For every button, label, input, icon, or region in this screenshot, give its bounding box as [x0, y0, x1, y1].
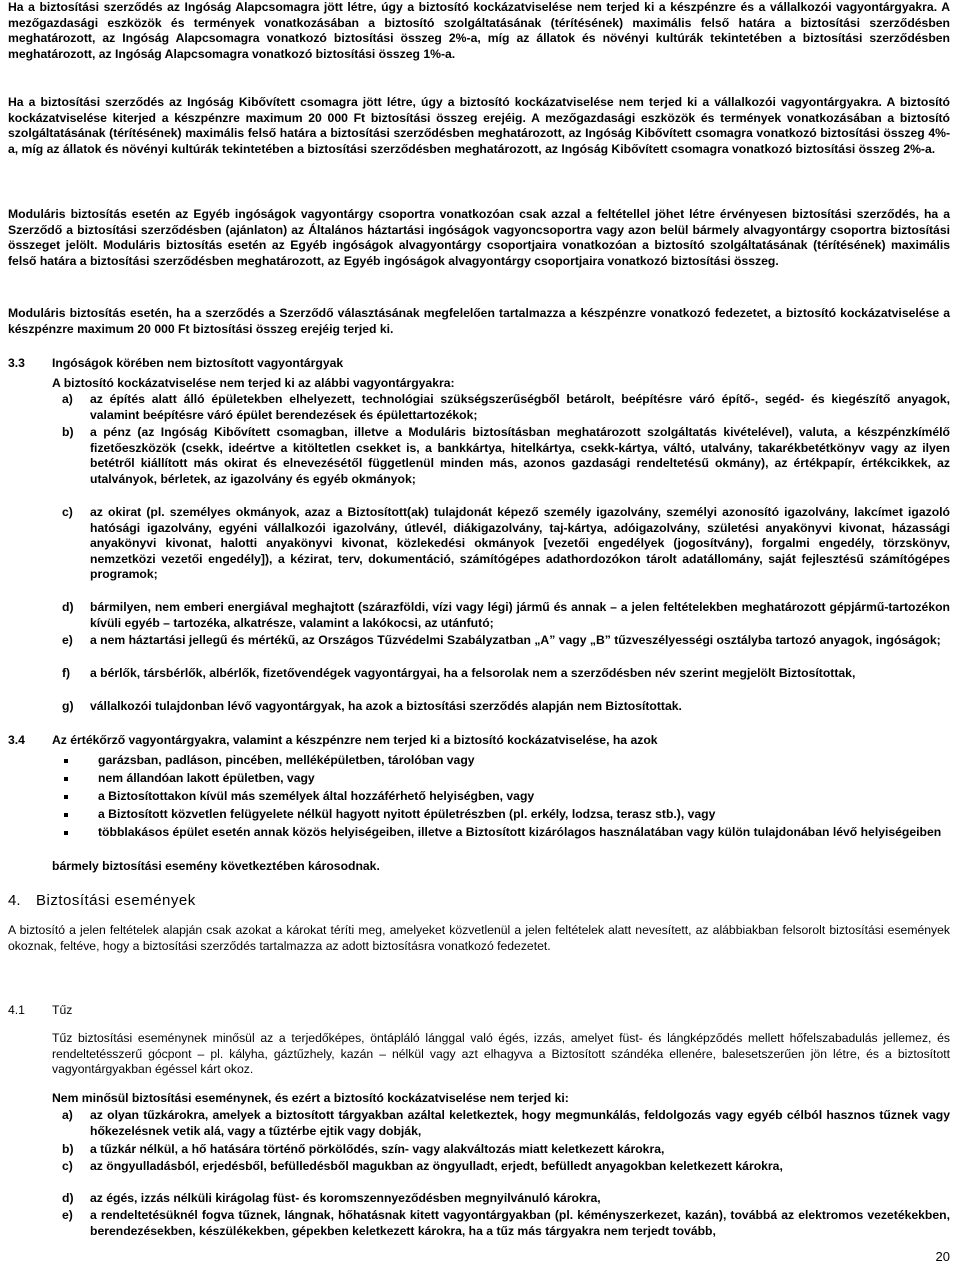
- list-marker: f): [62, 666, 71, 680]
- paragraph-modularis: Moduláris biztosítás esetén az Egyéb ingóságok vagyontárgy csoportra vonatkozóan csak azzal a feltétellel jöhet létre érvényesen biztosítási szerződés, ha a Szerződő a biztosítási szerződésben (ajánlaton) az Általános háztartási ingóságok vagyoncsoportra vagy azon belül bármely alvagyontárgy csoportra biztosítási összeget jelölt. Moduláris biztosítás esetén az Egyéb ingóságok alvagyontárgy csoportjaira vonatkozóan a biztosító szolgáltatásának (térítésének) maximális felső határa a biztosítási szerződésben meghatározott, az Egyéb ingóságok alvagyontárgy csoportjaira vonatkozó biztosítási összeg.: [8, 207, 950, 268]
- list-item-text: az okirat (pl. személyes okmányok, azaz a Biztosított(ak) tulajdonát képező személy igazolvány, személyi azonosító igazolvány, lakcímet igazoló hatósági igazolvány, egyéni vállalkozói igazolvány, útlevél, diákigazolvány, taj-kártya, adóigazolvány, születési anyakönyvi kivonat, házassági anyakönyvi kivonat, halotti anyakönyvi kivonat, közlekedési okmányok [vezetői engedélyek (jogosítvány), forgalmi engedély, törzskönyv, nemzetközi vezetői engedély]), a kézirat, terv, dokumentáció, számítógépes adathordozókon tárolt adatállomány, saját fejlesztésű számítógépes programok;: [90, 505, 950, 582]
- list-item: [62, 1208, 950, 1239]
- section-title-3-4: Az értékőrző vagyontárgyakra, valamint a készpénzre nem terjed ki a biztosító kockázatviselése, ha azok: [52, 733, 658, 747]
- section-text-4-1: Tűz biztosítási eseménynek minősül az a terjedőképes, öntápláló lánggal való égés, izzás, amelyet füst- és lángképződés mellett hőfelszabadulás jellemez, és rendeltetésszerű gócpont – pl. kályha, gáztűzhely, kazán – nélkül vagy azt elhagyva a Biztosított szándéka ellenére, balesetszerűen jön létre, és a biztosított vagyontárgyakban égéssel kárt okoz.: [52, 1031, 950, 1077]
- list-item-text: az építés alatt álló épületekben elhelyezett, technológiai szükségszerűségből betárolt, beépítésre váró építő-, segéd- és kiegészítő anyagok, valamint beépítésre váró épület berendezések és épülettartozékok;: [90, 392, 950, 422]
- bullet-text: nem állandóan lakott épületben, vagy: [98, 771, 315, 785]
- list-item: [62, 699, 950, 715]
- section-title-4: Biztosítási események: [36, 892, 196, 909]
- bullet-icon: [64, 795, 68, 799]
- list-item: [62, 505, 950, 583]
- list-item-text: a pénz (az Ingóság Kibővített csomagban, illetve a Moduláris biztosításban meghatározott szolgáltatás kivételével), valuta, a készpénzkímélő fizetőeszközök (csekk, ideértve a kitöltetlen csekket is, a bankkártya, hitelkártya, csekk-kártya, váltó, utalvány, takarékbetétkönyv vagy az ilyen betétről kiállított más okirat és elnevezésétől függetlenül minden más, azonos gazdasági rendeltetésű okmány), az értékpapír, értékcikkek, az utalványok, bérletek, az igazolvány és egyéb okmányok;: [90, 425, 950, 486]
- list-item-text: a tűzkár nélkül, a hő hatására történő pörkölődés, szín- vagy alakváltozás miatt keletkezett károkra,: [90, 1142, 665, 1156]
- bullet-icon: [64, 759, 68, 763]
- list-item: [62, 1191, 950, 1207]
- list-marker: d): [62, 600, 74, 614]
- bullet-icon: [64, 831, 68, 835]
- bullet-icon: [64, 813, 68, 817]
- list-marker: a): [62, 1108, 73, 1122]
- list-marker: c): [62, 1159, 73, 1173]
- section-title-4-1: Tűz: [52, 1003, 73, 1017]
- list-item: [62, 600, 950, 631]
- bullet-icon: [64, 777, 68, 781]
- section-intro-3-3: A biztosító kockázatviselése nem terjed ki az alábbi vagyontárgyakra:: [52, 376, 455, 390]
- paragraph-alapcsomag: Ha a biztosítási szerződés az Ingóság Alapcsomagra jött létre, úgy a biztosító kockázatviselése nem terjed ki a készpénzre és a vállalkozói vagyontárgyakra. A mezőgazdasági eszközök és termények vonatkozásában a biztosító szolgáltatásának (térítésének) maximális felső határa a biztosítási szerződésben meghatározott, az Ingóság Alapcsomagra vonatkozó biztosítási összeg 2%-a, míg az állatok és növényi kultúrák tekintetében a biztosítási szerződésben meghatározott, az Ingóság Alapcsomagra vonatkozó biztosítási összeg 1%-a.: [8, 0, 950, 61]
- list-item-text: az öngyulladásból, erjedésből, befülledésből magukban az öngyulladt, erjedt, befülledt anyagokban keletkezett károkra,: [90, 1159, 783, 1173]
- list-marker: a): [62, 392, 73, 406]
- page-number: 20: [935, 1249, 950, 1265]
- bullet-item: [62, 789, 950, 805]
- bullet-text: a Biztosítottakon kívül más személyek által hozzáférhető helyiségben, vagy: [98, 789, 535, 803]
- list-item: [62, 392, 950, 423]
- bullet-item: [62, 807, 950, 823]
- section-subtitle-4-1: Nem minősül biztosítási eseménynek, és ezért a biztosító kockázatviselése nem terjed ki:: [52, 1091, 569, 1105]
- bullet-item: [62, 825, 950, 841]
- list-item-text: a rendeltetésüknél fogva tűznek, lángnak, hőhatásnak kitett vagyontárgyakban (pl. kéményszerkezet, kazán), továbbá az elektromos vezetékekben, berendezésekben, készülékekben, gépekben keletkezett károkra, ha a tűz más tárgyakra nem terjedt tovább,: [90, 1208, 950, 1238]
- list-item: [62, 1108, 950, 1139]
- section-number-3-3: 3.3: [8, 356, 25, 370]
- bullet-item: [62, 771, 950, 787]
- list-item-text: az égés, izzás nélküli kirágolag füst- és koromszennyeződésben megnyilvánuló károkra,: [90, 1191, 601, 1205]
- list-item: [62, 425, 950, 487]
- section-text-4: A biztosító a jelen feltételek alapján csak azokat a károkat téríti meg, amelyeket közvetlenül a jelen feltételek alatt nevesített, az alábbiakban felsorolt biztosítási események okoznak, feltéve, hogy a biztosítási szerződés tartalmazza az adott biztosításra vonatkozó fedezetet.: [8, 923, 950, 953]
- list-item: [62, 633, 950, 649]
- list-item: [62, 666, 950, 682]
- paragraph-kibovitett: Ha a biztosítási szerződés az Ingóság Kibővített csomagra jött létre, úgy a biztosító kockázatviselése nem terjed ki a vállalkozói vagyontárgyakra. A biztosító kockázatviselése kiterjed a készpénzre maximum 20 000 Ft biztosítási összeg erejéig. A mezőgazdasági eszközök és termények vonatkozásában a biztosító szolgáltatásának (térítésének) maximális felső határa a biztosítási szerződésben meghatározott, az Ingóság Kibővített csomagra vonatkozó biztosítási összeg 4%-a, míg az állatok és növényi kultúrák tekintetében a biztosítási szerződésben meghatározott, az Ingóság Kibővített csomagra vonatkozó biztosítási összeg 2%-a.: [8, 95, 950, 156]
- list-item: [62, 1159, 950, 1175]
- list-marker: c): [62, 505, 73, 519]
- paragraph-modularis-keszpenz: Moduláris biztosítás esetén, ha a szerződés a Szerződő választásának megfelelően tartalmazza a készpénzre vonatkozó fedezetet, a biztosító kockázatviselése a készpénzre maximum 20 000 Ft biztosítási összeg erejéig terjed ki.: [8, 306, 950, 336]
- section-number-4-1: 4.1: [8, 1003, 25, 1017]
- bullet-text: garázsban, padláson, pincében, melléképületben, tárolóban vagy: [98, 753, 475, 767]
- list-item-text: bármilyen, nem emberi energiával meghajtott (szárazföldi, vízi vagy légi) jármű és annak – a jelen feltételekben meghatározott gépjármű-tartozékon kívüli egyéb – tartozéka, alkatrésze, valamint a lakókocsi, az utánfutó;: [90, 600, 950, 630]
- section-title-3-3: Ingóságok körében nem biztosított vagyontárgyak: [52, 356, 344, 370]
- bullet-text: többlakásos épület esetén annak közös helyiségeiben, illetve a Biztosított kizárólagos használatában vagy külön tulajdonában lévő helyiségeiben: [98, 825, 942, 839]
- section-number-3-4: 3.4: [8, 733, 25, 747]
- list-item-text: az olyan tűzkárokra, amelyek a biztosított tárgyakban azáltal keletkeztek, hogy megmunkálás, feldolgozás vagy egyéb célból hasznos tűznek vagy hőkezelésnek vetik alá, vagy a tűztérbe ejtik vagy dobják,: [90, 1108, 950, 1138]
- list-marker: b): [62, 425, 74, 439]
- list-marker: e): [62, 1208, 73, 1222]
- bullet-text: a Biztosított közvetlen felügyelete nélkül hagyott nyitott épületrészben (pl. erkély, lodzsa, terasz stb.), vagy: [98, 807, 716, 821]
- section-number-4: 4.: [8, 892, 21, 909]
- list-marker: b): [62, 1142, 74, 1156]
- list-item: [62, 1142, 950, 1158]
- section-closing-3-4: bármely biztosítási esemény következtében károsodnak.: [52, 859, 380, 873]
- list-item-text: vállalkozói tulajdonban lévő vagyontárgyak, ha azok a biztosítási szerződés alapján nem Biztosítottak.: [90, 699, 682, 713]
- list-item-text: a bérlők, társbérlők, albérlők, fizetővendégek vagyontárgyai, ha a felsorolak nem a szerződésben név szerint megjelölt Biztosítottak,: [90, 666, 856, 680]
- list-item-text: a nem háztartási jellegű és mértékű, az Országos Tűzvédelmi Szabályzatban „A” vagy „B” tűzveszélyességi osztályba tartozó anyagok, ingóságok;: [90, 633, 941, 647]
- bullet-item: [62, 753, 950, 769]
- list-marker: d): [62, 1191, 74, 1205]
- list-marker: g): [62, 699, 74, 713]
- list-marker: e): [62, 633, 73, 647]
